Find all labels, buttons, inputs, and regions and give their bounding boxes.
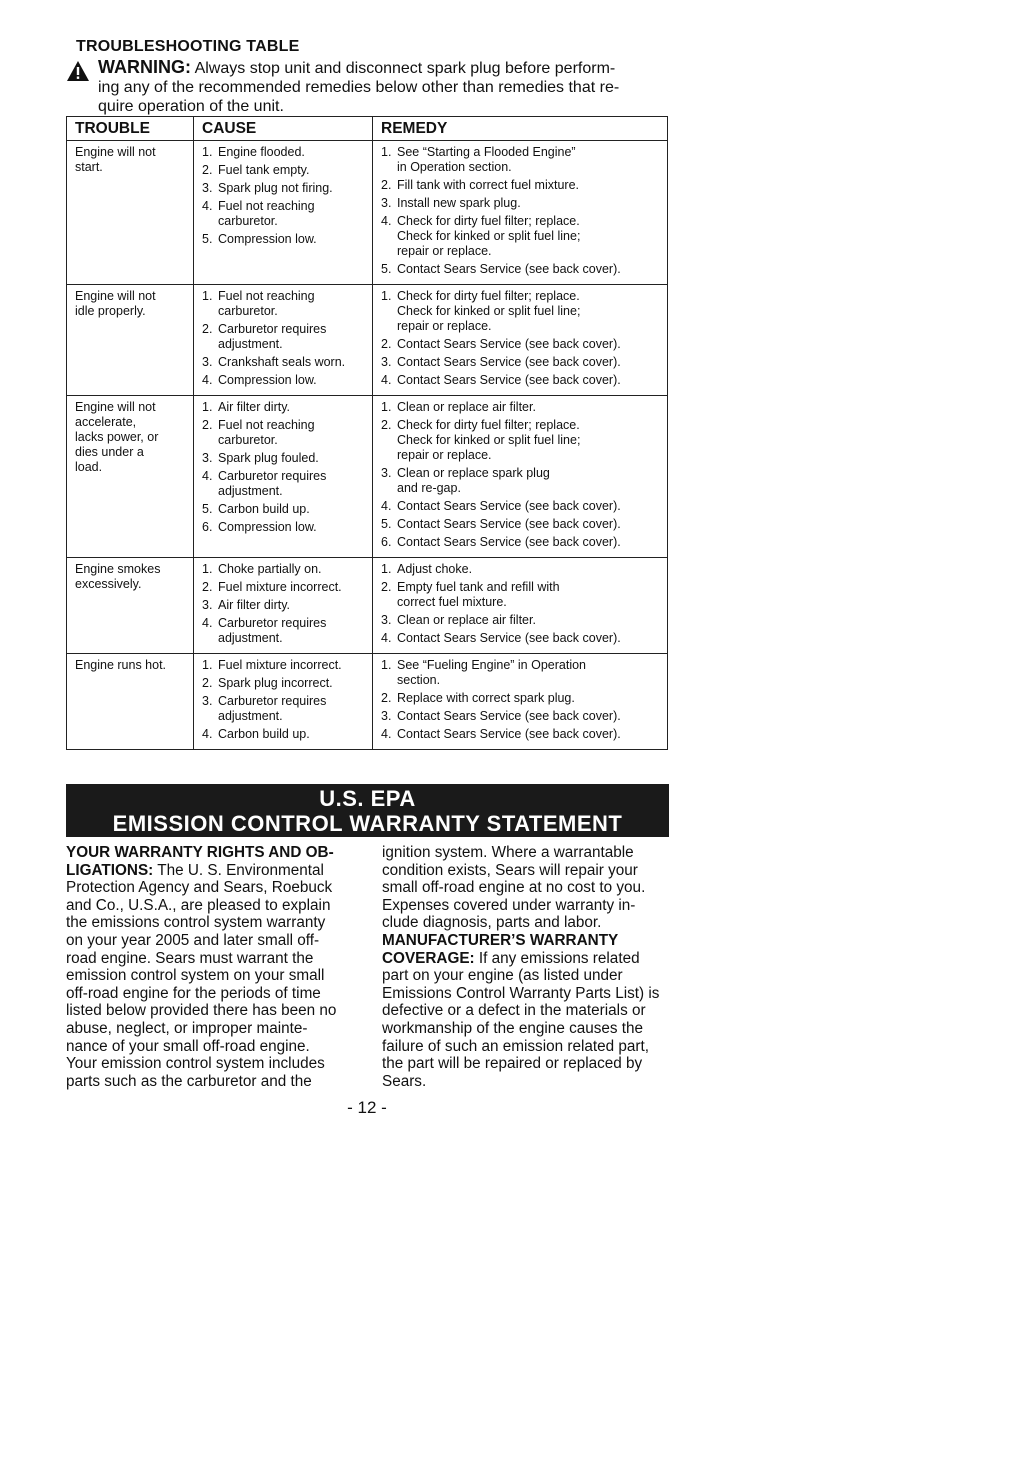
item-text <box>397 214 659 259</box>
text-line: emission control system on your small <box>66 967 325 985</box>
item-number: 3. <box>202 598 213 612</box>
item-text <box>218 418 364 448</box>
item-number: 1. <box>381 400 392 414</box>
item-number: 2. <box>202 418 213 432</box>
item-line: Carburetor requires <box>218 469 327 483</box>
item-number: 3. <box>381 709 392 723</box>
item-text <box>397 145 659 175</box>
warning-triangle-icon <box>66 60 90 82</box>
list-item <box>202 616 364 646</box>
item-number: 4. <box>202 373 213 387</box>
text-line: parts such as the carburetor and the <box>66 1072 312 1090</box>
item-number: 1. <box>202 658 213 672</box>
list-item <box>381 658 659 688</box>
item-text <box>218 658 364 673</box>
item-line: and re-gap. <box>397 481 461 495</box>
item-line: Spark plug fouled. <box>218 451 319 465</box>
trouble-text: Engine runs hot. <box>75 658 167 672</box>
list-item <box>381 691 659 706</box>
text-line: the emissions control system warranty <box>66 914 326 932</box>
trouble-cell <box>67 285 194 396</box>
item-number: 1. <box>202 562 213 576</box>
item-number: 2. <box>202 163 213 177</box>
list-item <box>381 466 659 496</box>
item-number: 3. <box>202 694 213 708</box>
item-line: Fill tank with correct fuel mixture. <box>397 178 579 192</box>
table-row <box>67 285 668 396</box>
item-number: 3. <box>381 466 392 480</box>
item-number: 2. <box>381 337 392 351</box>
item-text <box>218 163 364 178</box>
cause-cell <box>194 141 373 285</box>
item-number: 4. <box>202 727 213 741</box>
item-line: repair or replace. <box>397 319 492 333</box>
list-item <box>381 355 659 370</box>
item-line: adjustment. <box>218 337 283 351</box>
item-line: in Operation section. <box>397 160 512 174</box>
warranty-left-column <box>66 844 366 1090</box>
item-text <box>218 580 364 595</box>
item-line: Spark plug not firing. <box>218 181 333 195</box>
item-text <box>397 355 659 370</box>
item-number: 4. <box>381 214 392 228</box>
troubleshooting-title: TROUBLESHOOTING TABLE <box>76 38 300 55</box>
item-number: 3. <box>202 355 213 369</box>
item-number: 2. <box>202 322 213 336</box>
item-number: 5. <box>381 517 392 531</box>
item-number: 1. <box>381 289 392 303</box>
warranty-right-column <box>382 844 682 1090</box>
item-number: 3. <box>381 613 392 627</box>
trouble-text: lacks power, or <box>75 430 159 444</box>
item-number: 1. <box>202 289 213 303</box>
item-number: 1. <box>202 400 213 414</box>
item-text <box>218 400 364 415</box>
epa-banner <box>66 784 669 837</box>
text-line: listed below provided there has been no <box>66 1002 337 1020</box>
list-item <box>202 727 364 742</box>
list-item <box>381 145 659 175</box>
list-item <box>202 598 364 613</box>
item-line: Contact Sears Service (see back cover). <box>397 535 621 549</box>
item-line: Fuel mixture incorrect. <box>218 658 342 672</box>
item-number: 4. <box>202 469 213 483</box>
item-text <box>397 337 659 352</box>
text-line: the part will be repaired or replaced by <box>382 1055 643 1073</box>
cause-cell <box>194 285 373 396</box>
item-line: Contact Sears Service (see back cover). <box>397 262 621 276</box>
item-text <box>218 520 364 535</box>
text-line: off-road engine for the periods of time <box>66 984 321 1002</box>
list-item <box>202 469 364 499</box>
item-line: repair or replace. <box>397 448 492 462</box>
item-line: Air filter dirty. <box>218 598 290 612</box>
item-line: adjustment. <box>218 709 283 723</box>
text-line: Emissions Control Warranty Parts List) is <box>382 984 660 1002</box>
item-line: adjustment. <box>218 484 283 498</box>
table-header-row <box>67 117 668 141</box>
trouble-text: excessively. <box>75 577 142 591</box>
left-heading-line-2 <box>66 862 366 880</box>
cause-cell <box>194 654 373 750</box>
text-line: road engine. Sears must warrant the <box>66 949 314 967</box>
list-item <box>381 562 659 577</box>
item-text <box>218 355 364 370</box>
item-number: 3. <box>381 355 392 369</box>
left-heading-2: LIGATIONS: <box>66 861 154 879</box>
list-item <box>202 451 364 466</box>
item-line: Carburetor requires <box>218 694 327 708</box>
text-line: abuse, neglect, or improper mainte- <box>66 1019 308 1037</box>
item-text <box>397 178 659 193</box>
trouble-text: Engine will not <box>75 400 156 414</box>
item-text <box>218 451 364 466</box>
item-number: 3. <box>381 196 392 210</box>
item-line: Check for kinked or split fuel line; <box>397 433 581 447</box>
remedy-cell <box>373 396 668 558</box>
item-number: 1. <box>381 145 392 159</box>
right-text-line: If any emissions related <box>478 949 640 967</box>
left-paragraph <box>66 879 366 1090</box>
list-item <box>381 535 659 550</box>
list-item <box>202 694 364 724</box>
item-number: 3. <box>202 181 213 195</box>
trouble-text: accelerate, <box>75 415 137 429</box>
list-item <box>381 262 659 277</box>
warning-text <box>98 58 668 78</box>
trouble-text: idle properly. <box>75 304 146 318</box>
list-item <box>202 658 364 673</box>
item-line: Clean or replace air filter. <box>397 613 536 627</box>
page-number: - 12 - <box>347 1098 387 1117</box>
warning-line-2: ing any of the recommended remedies below other than remedies that re- <box>98 79 620 96</box>
text-line: Expenses covered under warranty in- <box>382 896 636 914</box>
trouble-cell <box>67 654 194 750</box>
item-text <box>218 145 364 160</box>
item-line: Carbon build up. <box>218 727 310 741</box>
list-item <box>202 181 364 196</box>
list-item <box>202 580 364 595</box>
trouble-text: load. <box>75 460 103 474</box>
item-number: 4. <box>381 727 392 741</box>
list-item <box>202 199 364 229</box>
item-number: 2. <box>381 418 392 432</box>
list-item <box>202 502 364 517</box>
item-line: repair or replace. <box>397 244 492 258</box>
list-item <box>381 214 659 259</box>
text-line: Protection Agency and Sears, Roebuck <box>66 879 333 897</box>
item-number: 4. <box>202 616 213 630</box>
right-heading-2: COVERAGE: <box>382 949 475 967</box>
item-text <box>218 181 364 196</box>
list-item <box>202 232 364 247</box>
table-body <box>67 141 668 750</box>
trouble-text: dies under a <box>75 445 144 459</box>
item-line: Choke partially on. <box>218 562 322 576</box>
trouble-text: Engine will not <box>75 145 156 159</box>
item-text <box>218 676 364 691</box>
list-item <box>381 580 659 610</box>
item-text <box>218 502 364 517</box>
list-item <box>381 418 659 463</box>
item-line: Carburetor requires <box>218 322 327 336</box>
item-line: Compression low. <box>218 373 317 387</box>
item-number: 2. <box>381 178 392 192</box>
item-line: Compression low. <box>218 520 317 534</box>
list-item <box>202 145 364 160</box>
item-text <box>397 262 659 277</box>
item-line: Air filter dirty. <box>218 400 290 414</box>
item-line: Clean or replace air filter. <box>397 400 536 414</box>
list-item <box>202 289 364 319</box>
warning-line-3: quire operation of the unit. <box>98 98 284 115</box>
list-item <box>381 499 659 514</box>
item-line: Crankshaft seals worn. <box>218 355 346 369</box>
item-number: 1. <box>202 145 213 159</box>
warning-line-1: Always stop unit and disconnect spark plug before perform- <box>194 60 616 77</box>
text-line: clude diagnosis, parts and labor. <box>382 914 602 932</box>
text-line: ignition system. Where a warrantable <box>382 844 634 861</box>
header-remedy: REMEDY <box>373 117 668 141</box>
list-item <box>381 400 659 415</box>
item-number: 2. <box>202 676 213 690</box>
troubleshooting-table <box>66 116 668 750</box>
item-number: 1. <box>381 562 392 576</box>
item-line: carburetor. <box>218 214 278 228</box>
item-line: Check for dirty fuel filter; replace. <box>397 214 580 228</box>
item-text <box>218 598 364 613</box>
item-number: 2. <box>202 580 213 594</box>
item-text <box>397 289 659 334</box>
item-line: Check for dirty fuel filter; replace. <box>397 418 580 432</box>
trouble-text: Engine smokes <box>75 562 161 576</box>
table-row <box>67 141 668 285</box>
text-line: and Co., U.S.A., are pleased to explain <box>66 896 331 914</box>
item-text <box>218 616 364 646</box>
trouble-text: Engine will not <box>75 289 156 303</box>
item-text <box>397 517 659 532</box>
item-line: Fuel not reaching <box>218 289 315 303</box>
item-text <box>218 199 364 229</box>
item-text <box>397 631 659 646</box>
text-line: small off-road engine at no cost to you. <box>382 879 646 897</box>
item-text <box>397 727 659 742</box>
text-line: on your year 2005 and later small off- <box>66 931 320 949</box>
trouble-cell <box>67 396 194 558</box>
list-item <box>381 613 659 628</box>
item-line: Contact Sears Service (see back cover). <box>397 709 621 723</box>
item-text <box>397 535 659 550</box>
list-item <box>381 178 659 193</box>
cause-cell <box>194 558 373 654</box>
text-line: condition exists, Sears will repair your <box>382 861 638 879</box>
text-line: failure of such an emission related part, <box>382 1037 649 1055</box>
list-item <box>202 355 364 370</box>
remedy-cell <box>373 558 668 654</box>
list-item <box>381 337 659 352</box>
item-text <box>397 613 659 628</box>
list-item <box>381 727 659 742</box>
text-line: nance of your small off-road engine. <box>66 1037 310 1055</box>
item-number: 5. <box>202 232 213 246</box>
item-text <box>397 658 659 688</box>
item-number: 4. <box>381 499 392 513</box>
list-item <box>202 676 364 691</box>
item-text <box>397 418 659 463</box>
trouble-cell <box>67 141 194 285</box>
item-line: correct fuel mixture. <box>397 595 507 609</box>
item-line: Fuel mixture incorrect. <box>218 580 342 594</box>
item-line: Check for kinked or split fuel line; <box>397 304 581 318</box>
item-text <box>397 373 659 388</box>
item-number: 6. <box>202 520 213 534</box>
item-number: 5. <box>381 262 392 276</box>
item-text <box>397 466 659 496</box>
item-number: 3. <box>202 451 213 465</box>
item-text <box>397 196 659 211</box>
item-text <box>397 400 659 415</box>
item-text <box>397 562 659 577</box>
item-text <box>218 469 364 499</box>
list-item <box>381 373 659 388</box>
list-item <box>202 400 364 415</box>
list-item <box>202 520 364 535</box>
text-line: Sears. <box>382 1072 427 1090</box>
item-line: Check for dirty fuel filter; replace. <box>397 289 580 303</box>
item-line: carburetor. <box>218 304 278 318</box>
item-number: 5. <box>202 502 213 516</box>
item-text <box>218 322 364 352</box>
item-line: carburetor. <box>218 433 278 447</box>
item-text <box>218 289 364 319</box>
item-line: Check for kinked or split fuel line; <box>397 229 581 243</box>
item-text <box>218 562 364 577</box>
item-line: Replace with correct spark plug. <box>397 691 575 705</box>
item-text <box>218 373 364 388</box>
item-line: Clean or replace spark plug <box>397 466 550 480</box>
item-text <box>397 499 659 514</box>
item-text <box>397 580 659 610</box>
remedy-cell <box>373 141 668 285</box>
list-item <box>381 631 659 646</box>
item-line: Adjust choke. <box>397 562 473 576</box>
warning-continuation <box>98 78 619 116</box>
warning-label: WARNING: <box>98 57 191 77</box>
item-line: Carburetor requires <box>218 616 327 630</box>
right-paragraph-bottom <box>382 967 682 1090</box>
item-number: 6. <box>381 535 392 549</box>
item-text <box>218 232 364 247</box>
banner-line-2: EMISSION CONTROL WARRANTY STATEMENT <box>112 811 623 836</box>
item-line: Contact Sears Service (see back cover). <box>397 355 621 369</box>
item-line: Empty fuel tank and refill with <box>397 580 560 594</box>
text-line: defective or a defect in the materials or <box>382 1002 646 1020</box>
list-item <box>202 322 364 352</box>
list-item <box>202 163 364 178</box>
trouble-text: start. <box>75 160 103 174</box>
item-number: 1. <box>381 658 392 672</box>
item-text <box>397 709 659 724</box>
item-line: Fuel tank empty. <box>218 163 310 177</box>
item-line: Contact Sears Service (see back cover). <box>397 373 621 387</box>
item-text <box>397 691 659 706</box>
item-line: Fuel not reaching <box>218 418 315 432</box>
item-line: Carbon build up. <box>218 502 310 516</box>
item-line: Contact Sears Service (see back cover). <box>397 499 621 513</box>
text-line: workmanship of the engine causes the <box>382 1019 644 1037</box>
list-item <box>202 373 364 388</box>
banner-line-1: U.S. EPA <box>319 786 416 811</box>
left-text-line: The U. S. Environmental <box>157 861 324 879</box>
item-line: Install new spark plug. <box>397 196 521 210</box>
item-line: Contact Sears Service (see back cover). <box>397 631 621 645</box>
table-row <box>67 558 668 654</box>
header-cause: CAUSE <box>194 117 373 141</box>
right-paragraph-top <box>382 844 682 932</box>
item-number: 4. <box>381 373 392 387</box>
left-heading-1: YOUR WARRANTY RIGHTS AND OB- <box>66 844 334 861</box>
item-line: adjustment. <box>218 631 283 645</box>
text-line: part on your engine (as listed under <box>382 967 623 985</box>
item-line: Contact Sears Service (see back cover). <box>397 517 621 531</box>
item-number: 2. <box>381 580 392 594</box>
header-trouble: TROUBLE <box>67 117 194 141</box>
item-text <box>218 694 364 724</box>
item-line: Contact Sears Service (see back cover). <box>397 337 621 351</box>
cause-cell <box>194 396 373 558</box>
item-line: Engine flooded. <box>218 145 305 159</box>
list-item <box>202 562 364 577</box>
left-heading-line <box>66 844 366 862</box>
list-item <box>381 196 659 211</box>
item-line: See “Starting a Flooded Engine” <box>397 145 576 159</box>
remedy-cell <box>373 285 668 396</box>
item-number: 2. <box>381 691 392 705</box>
remedy-cell <box>373 654 668 750</box>
list-item <box>381 289 659 334</box>
table-row <box>67 396 668 558</box>
item-line: See “Fueling Engine” in Operation <box>397 658 587 672</box>
list-item <box>381 517 659 532</box>
item-line: Compression low. <box>218 232 317 246</box>
trouble-cell <box>67 558 194 654</box>
item-line: Contact Sears Service (see back cover). <box>397 727 621 741</box>
right-heading-1: MANUFACTURER’S WARRANTY <box>382 931 619 949</box>
item-line: Fuel not reaching <box>218 199 315 213</box>
table-row <box>67 654 668 750</box>
list-item <box>381 709 659 724</box>
text-line: Your emission control system includes <box>66 1055 325 1073</box>
item-line: Spark plug incorrect. <box>218 676 333 690</box>
item-text <box>218 727 364 742</box>
item-number: 4. <box>381 631 392 645</box>
list-item <box>202 418 364 448</box>
item-line: section. <box>397 673 441 687</box>
item-number: 4. <box>202 199 213 213</box>
